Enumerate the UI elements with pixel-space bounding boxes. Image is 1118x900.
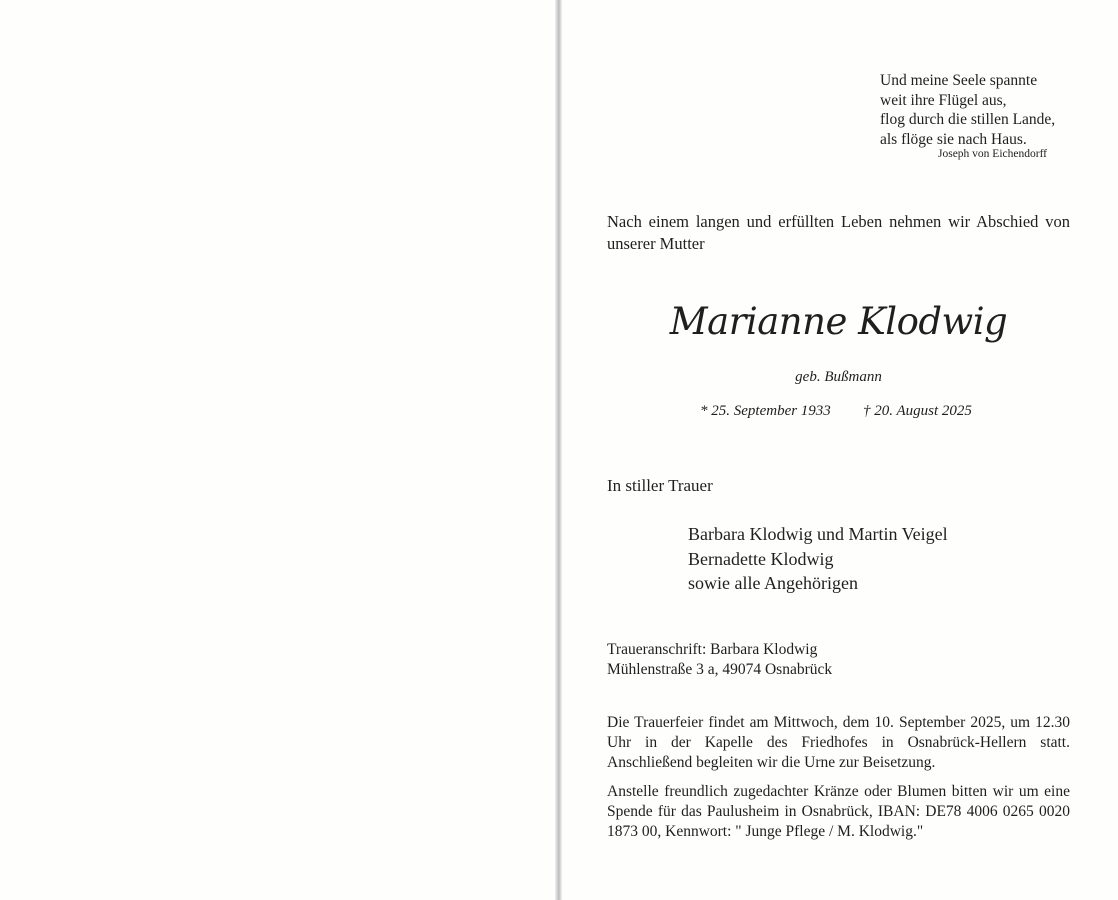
family-member: sowie alle Angehörigen (688, 573, 858, 593)
maiden-name: geb. Bußmann (795, 369, 882, 385)
mourning-address (607, 640, 832, 680)
poem-author: Joseph von Eichendorff (938, 148, 1048, 160)
death-date: † 20. August 2025 (863, 403, 972, 419)
family-member: Barbara Klodwig und Martin Veigel (688, 524, 948, 544)
poem-line: Und meine Seele spannte (880, 72, 1038, 89)
poem-line: weit ihre Flügel aus, (880, 91, 1007, 109)
family-member: Bernadette Klodwig (688, 548, 834, 569)
ceremony-paragraph: Die Trauerfeier findet am Mittwoch, dem 10. September 2025, um 12.30 Uhr in der Kapelle des Friedhofes in Osnabrück-Hellern statt. Anschließend begleiten wir die Urne zur Beisetzung. (607, 714, 1070, 771)
birth-date: * 25. September 1933 (700, 403, 831, 419)
page-gutter (555, 0, 562, 900)
address-line: Mühlenstraße 3 a, 49074 Osnabrück (607, 661, 833, 678)
address-line: Traueranschrift: Barbara Klodwig (607, 641, 818, 658)
poem-line: flog durch die stillen Lande, (880, 111, 1056, 128)
donation-paragraph: Anstelle freundlich zugedachter Kränze oder Blumen bitten wir um eine Spende für das Paulusheim in Osnabrück, IBAN: DE78 4006 0265 0020 1873 00, Kennwort: " Junge Pflege / M. Klodwig." (607, 783, 1070, 840)
poem-line: als flöge sie nach Haus. (880, 130, 1027, 148)
family-list (688, 522, 948, 596)
left-page-blank (0, 0, 556, 900)
poem-quote (880, 71, 1055, 149)
intro-text: Nach einem langen und erfüllten Leben nehmen wir Abschied von unserer Mutter (607, 212, 1070, 253)
mourning-label: In stiller Trauer (607, 476, 713, 495)
deceased-name: Marianne Klodwig (669, 300, 1008, 343)
